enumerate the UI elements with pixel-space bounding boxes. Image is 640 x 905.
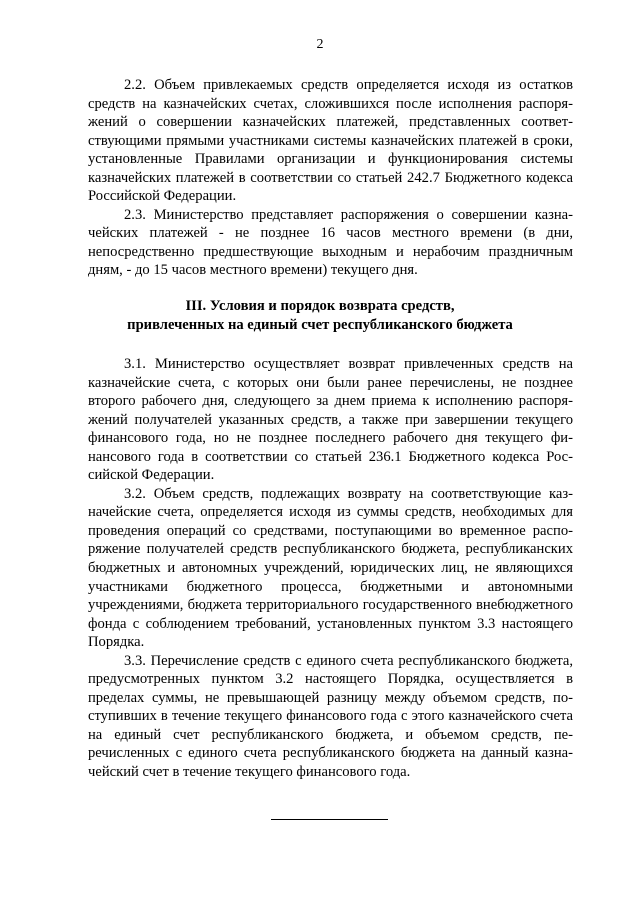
section-3-heading-line-2: привлеченных на единый счет республиканского бюджета	[127, 317, 513, 333]
section-3-heading	[0, 297, 640, 335]
paragraph-2-2: 2.2. Объем привлекаемых средств определяется исходя из остатков средств на казначейских счетах, сложившихся после исполнения распоряжений о совершении казначейских платежей, представленных соответствующими прямыми участниками системы казначейских платежей в сроки, установленные Правилами организации и функционирования системы казначейских платежей в соответствии со статьей 242.7 Бюджетного кодекса Российской Федерации.	[88, 77, 573, 205]
section-2-body	[88, 76, 573, 280]
paragraph-2-3: 2.3. Министерство представляет распоряжения о совершении казначейских платежей - не позднее 16 часов местного времени (в дни, непосредственно предшествующие выходным и нерабочим праздничным дням, - до 15 часов местного времени) текущего дня.	[88, 206, 573, 279]
section-3-body	[88, 355, 573, 782]
paragraph-3-3: 3.3. Перечисление средств с единого счета республиканского бюджета, предусмотренных пунктом 3.2 настоящего Порядка, осуществляется в пределах суммы, не превышающей разницу между объемом средств, поступивших в течение текущего финансового года с этого казначейского счета на единый счет республиканского бюджета, и объемом средств, перечисленных с единого счета республиканского бюджета на данный казначейский счет в течение текущего финансового года.	[88, 652, 573, 781]
paragraph-3-2: 3.2. Объем средств, подлежащих возврату на соответствующие казначейские счета, определяется исходя из суммы средств, необходимых для проведения операций со средствами, поступающими во временное распоряжение получателей средств республиканского бюджета, республиканских бюджетных и автономных учреждений, юридических лиц, не являющихся участниками бюджетного процесса, бюджетными и автономными учреждениями, бюджета территориального государственного внебюджетного фонда с соблюдением требований, установленных пунктом 3.3 настоящего Порядка.	[88, 485, 573, 651]
section-3-heading-line-1: III. Условия и порядок возврата средств,	[185, 298, 455, 314]
end-of-document-rule	[271, 819, 388, 820]
page-number: 2	[316, 37, 324, 52]
paragraph-3-1: 3.1. Министерство осуществляет возврат привлеченных средств на казначейские счета, с которых они были ранее перечислены, не позднее второго рабочего дня, следующего за днем приема к исполнению распоряжений получателей указанных средств, а также при завершении текущего финансового года, но не позднее последнего рабочего дня текущего финансового года в соответствии со статьей 236.1 Бюджетного кодекса Российской Федерации.	[88, 356, 573, 484]
